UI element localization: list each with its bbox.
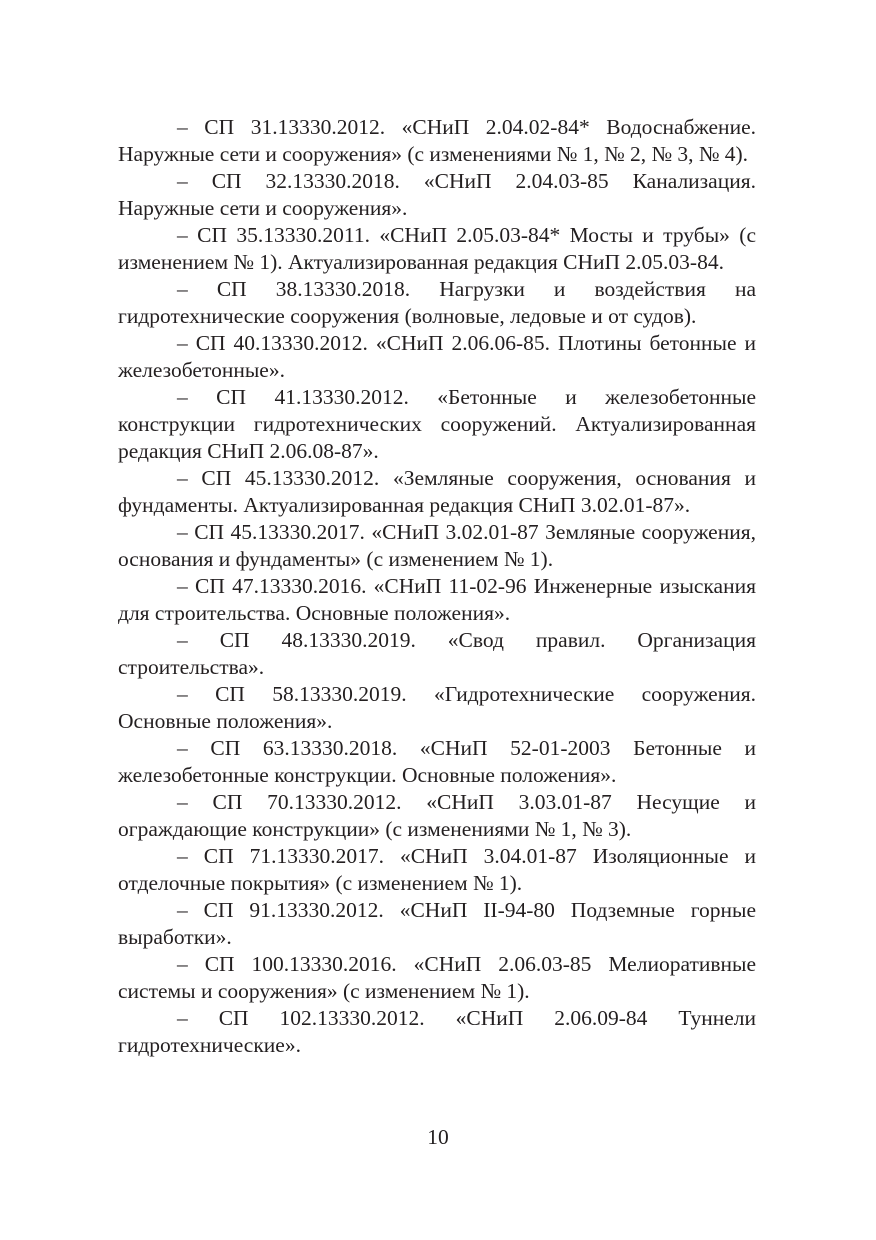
- list-item: – СП 40.13330.2012. «СНиП 2.06.06-85. Плотины бетонные и железобетонные».: [118, 331, 756, 382]
- list-item: – СП 31.13330.2012. «СНиП 2.04.02-84* Водоснабжение. Наружные сети и сооружения» (с изменениями № 1, № 2, № 3, № 4).: [118, 115, 756, 166]
- list-item: – СП 45.13330.2017. «СНиП 3.02.01-87 Земляные сооружения, основания и фундаменты» (с изменением № 1).: [118, 520, 756, 571]
- list-item: – СП 71.13330.2017. «СНиП 3.04.01-87 Изоляционные и отделочные покрытия» (с изменением № 1).: [118, 844, 756, 895]
- list-item: – СП 102.13330.2012. «СНиП 2.06.09-84 Туннели гидротехнические».: [118, 1006, 756, 1057]
- list-item: – СП 45.13330.2012. «Земляные сооружения, основания и фундаменты. Актуализированная редакция СНиП 3.02.01-87».: [118, 466, 756, 517]
- list-item: – СП 70.13330.2012. «СНиП 3.03.01-87 Несущие и ограждающие конструкции» (с изменениями № 1, № 3).: [118, 790, 756, 841]
- list-item: – СП 58.13330.2019. «Гидротехнические сооружения. Основные положения».: [118, 682, 756, 733]
- document-body: [118, 114, 756, 1059]
- list-item: – СП 91.13330.2012. «СНиП II-94-80 Подземные горные выработки».: [118, 898, 756, 949]
- page-number: 10: [427, 1125, 449, 1149]
- list-item: – СП 41.13330.2012. «Бетонные и железобетонные конструкции гидротехнических сооружений. Актуализированная редакция СНиП 2.06.08-87».: [118, 385, 756, 463]
- list-item: – СП 100.13330.2016. «СНиП 2.06.03-85 Мелиоративные системы и сооружения» (с изменением № 1).: [118, 952, 756, 1003]
- list-item: – СП 63.13330.2018. «СНиП 52-01-2003 Бетонные и железобетонные конструкции. Основные положения».: [118, 736, 756, 787]
- list-item: – СП 38.13330.2018. Нагрузки и воздействия на гидротехнические сооружения (волновые, ледовые и от судов).: [118, 277, 756, 328]
- list-item: – СП 47.13330.2016. «СНиП 11-02-96 Инженерные изыскания для строительства. Основные положения».: [118, 574, 756, 625]
- list-item: – СП 32.13330.2018. «СНиП 2.04.03-85 Канализация. Наружные сети и сооружения».: [118, 169, 756, 220]
- list-item: – СП 35.13330.2011. «СНиП 2.05.03-84* Мосты и трубы» (с изменением № 1). Актуализированная редакция СНиП 2.05.03-84.: [118, 223, 756, 274]
- list-item: – СП 48.13330.2019. «Свод правил. Организация строительства».: [118, 628, 756, 679]
